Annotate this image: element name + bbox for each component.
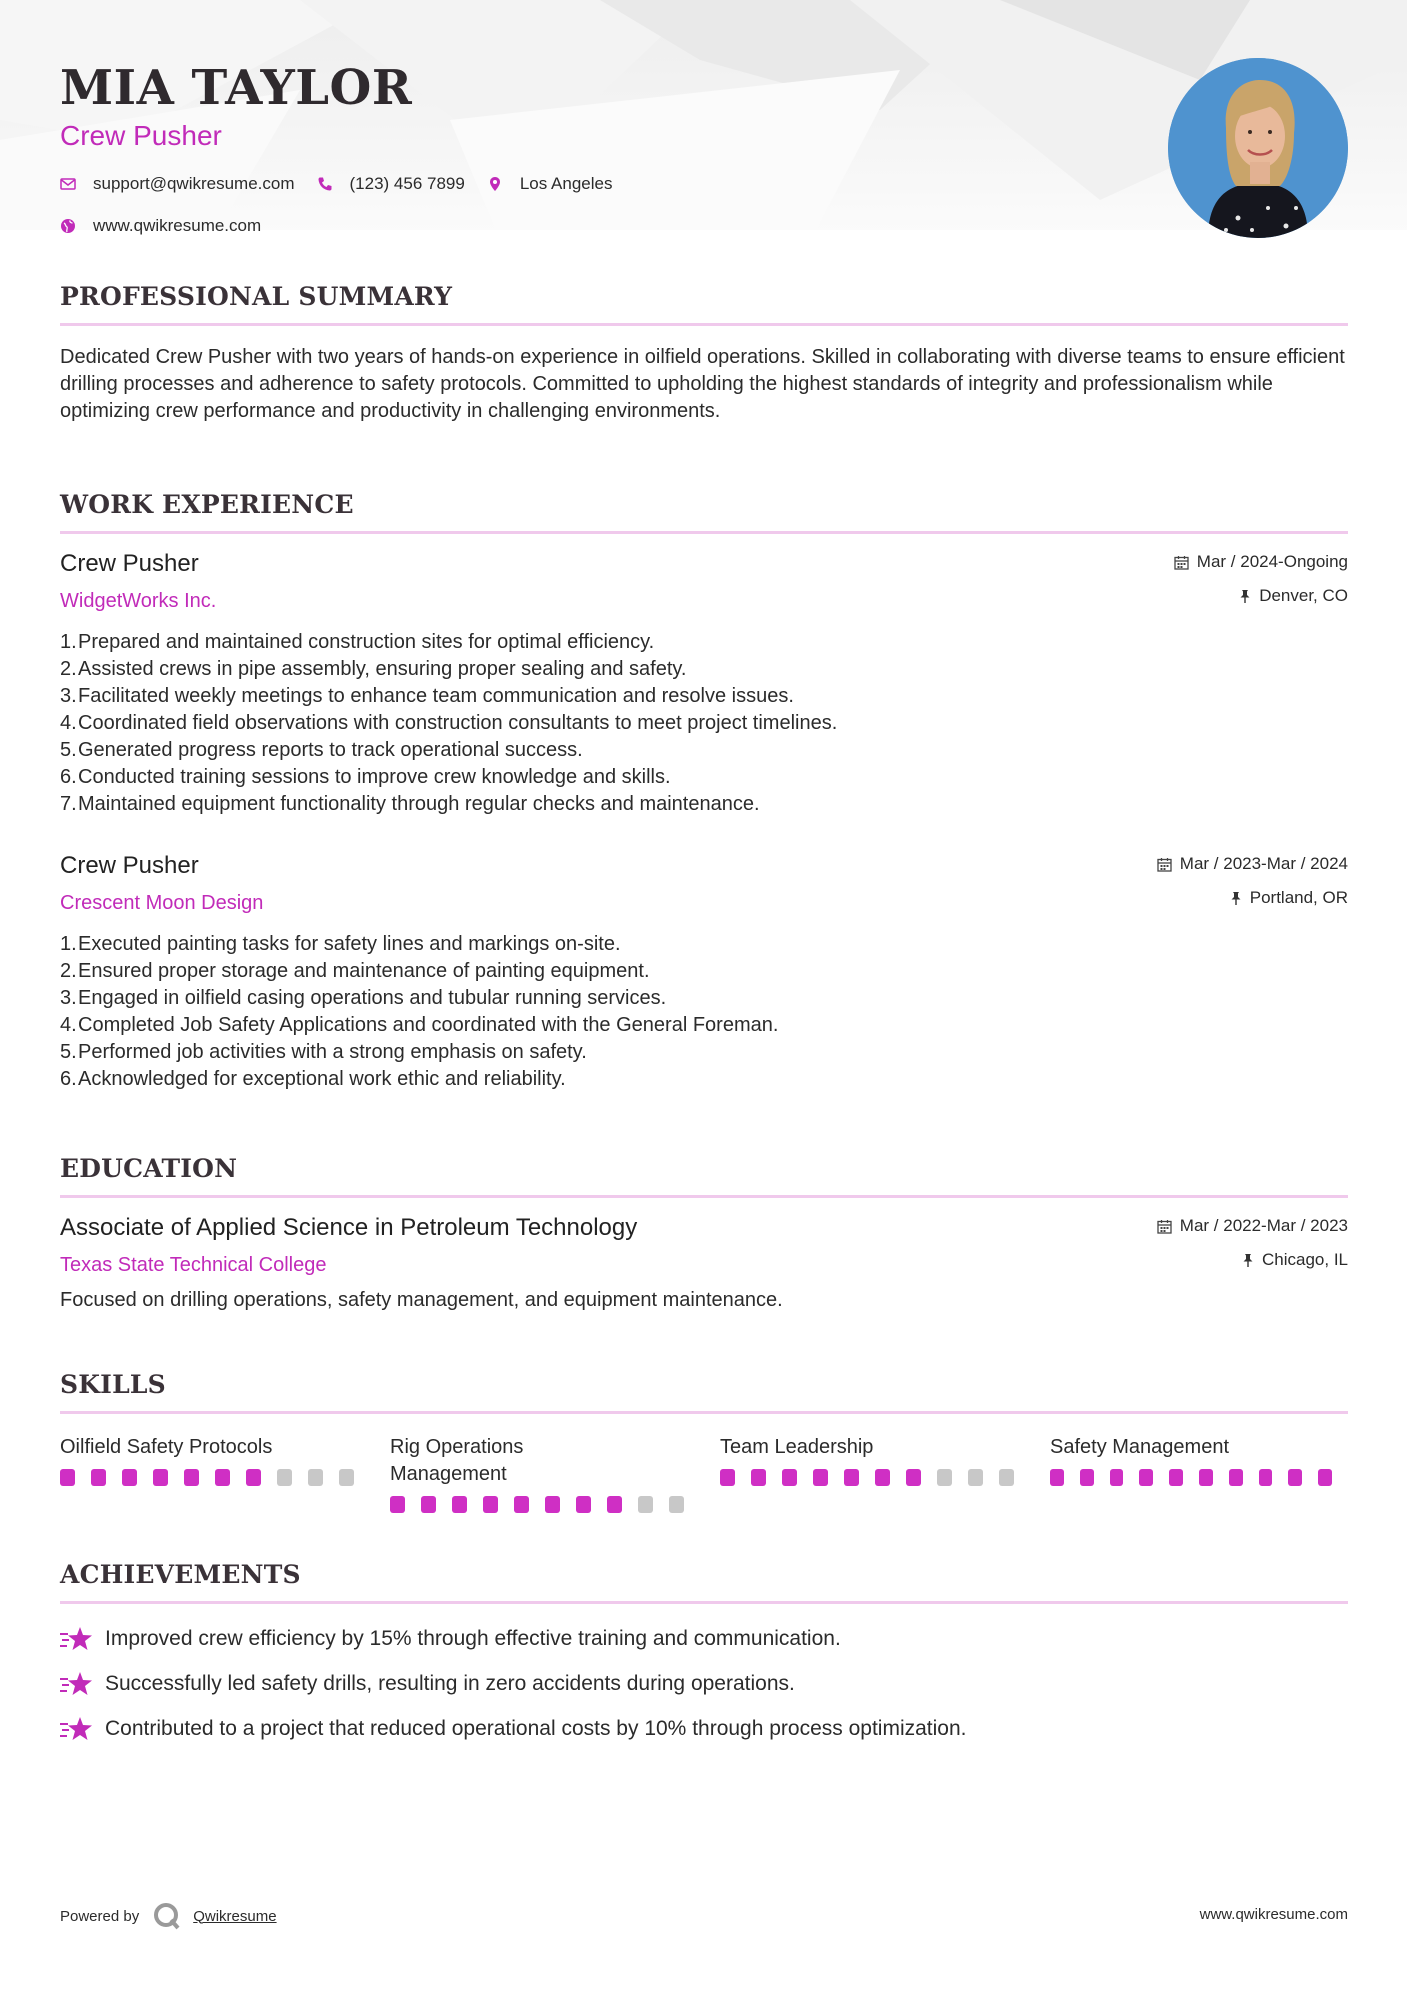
list-item: 3. Facilitated weekly meetings to enhance team communication and resolve issues. bbox=[60, 685, 794, 707]
star-award-icon bbox=[60, 1715, 93, 1743]
skill-dot-empty bbox=[638, 1496, 653, 1513]
skill-dot-empty bbox=[308, 1469, 323, 1486]
skill-item bbox=[390, 1434, 720, 1513]
section-divider bbox=[60, 531, 1348, 534]
summary-section bbox=[60, 282, 1348, 425]
achievement-item bbox=[60, 1706, 1348, 1751]
map-pin-icon bbox=[487, 176, 503, 192]
job-meta bbox=[1174, 552, 1348, 606]
skill-dot-empty bbox=[999, 1469, 1014, 1486]
contact-row-primary bbox=[60, 174, 634, 194]
skill-dot-filled bbox=[906, 1469, 921, 1486]
education-date bbox=[1157, 1216, 1348, 1236]
qwikresume-link[interactable]: Qwikresume bbox=[193, 1907, 277, 1925]
skill-dot-filled bbox=[1169, 1469, 1183, 1486]
portrait-image bbox=[1168, 58, 1348, 238]
footer-url[interactable]: www.qwikresume.com bbox=[1199, 1906, 1348, 1923]
education-location-text: Chicago, IL bbox=[1262, 1250, 1348, 1269]
pushpin-icon bbox=[1239, 589, 1251, 604]
education-heading: EDUCATION bbox=[60, 1154, 238, 1183]
skill-dot-filled bbox=[751, 1469, 766, 1486]
education-entry bbox=[60, 1214, 1348, 1314]
list-item: 6. Conducted training sessions to improve crew knowledge and skills. bbox=[60, 766, 671, 788]
skill-label: Safety Management bbox=[1050, 1436, 1229, 1458]
skill-dot-filled bbox=[875, 1469, 890, 1486]
education-section bbox=[60, 1154, 1348, 1198]
achievements-heading: ACHIEVEMENTS bbox=[60, 1560, 301, 1589]
skill-rating bbox=[720, 1469, 1050, 1486]
website-text: www.qwikresume.com bbox=[93, 216, 262, 235]
skill-label: Rig Operations Management bbox=[390, 1436, 524, 1485]
skill-dot-filled bbox=[452, 1496, 467, 1513]
contact-website[interactable] bbox=[60, 216, 261, 236]
skill-dot-filled bbox=[607, 1496, 622, 1513]
skill-dot-filled bbox=[1229, 1469, 1243, 1486]
skill-dot-filled bbox=[184, 1469, 199, 1486]
skill-dot-filled bbox=[1139, 1469, 1153, 1486]
school-name: Texas State Technical College bbox=[60, 1254, 327, 1276]
profile-photo bbox=[1168, 58, 1348, 238]
achievement-item bbox=[60, 1616, 1348, 1661]
job-entry bbox=[60, 852, 1348, 1093]
list-item: 5. Generated progress reports to track operational success. bbox=[60, 739, 583, 761]
experience-heading: WORK EXPERIENCE bbox=[60, 490, 354, 519]
summary-text: Dedicated Crew Pusher with two years of hands-on experience in oilfield operations. Skilled in collaborating with diverse teams to ensure efficient drilling processes and adherence to safety protocols. Committed to upholding the highest standards of integrity and professionalism while optimizing crew performance and productivity in challenging environments. bbox=[60, 346, 1345, 422]
list-item: 5. Performed job activities with a strong emphasis on safety. bbox=[60, 1041, 587, 1063]
achievements-list bbox=[60, 1616, 1348, 1751]
skill-rating bbox=[390, 1496, 720, 1513]
section-divider bbox=[60, 323, 1348, 326]
list-item: 6. Acknowledged for exceptional work ethic and reliability. bbox=[60, 1068, 566, 1090]
job-location bbox=[1174, 586, 1348, 606]
phone-text: (123) 456 7899 bbox=[349, 174, 465, 193]
skill-dot-filled bbox=[421, 1496, 436, 1513]
skills-grid bbox=[60, 1434, 1348, 1513]
list-item: 4. Coordinated field observations with construction consultants to meet project timelines. bbox=[60, 712, 838, 734]
globe-icon bbox=[60, 218, 76, 234]
job-entry bbox=[60, 550, 1348, 818]
candidate-name: MIA TAYLOR bbox=[60, 60, 413, 116]
job-title: Crew Pusher bbox=[60, 550, 199, 577]
skill-dot-empty bbox=[669, 1496, 684, 1513]
skill-dot-filled bbox=[215, 1469, 230, 1486]
skill-dot-filled bbox=[1050, 1469, 1064, 1486]
job-meta bbox=[1157, 854, 1348, 908]
skill-dot-filled bbox=[514, 1496, 529, 1513]
envelope-icon bbox=[60, 176, 76, 192]
powered-by-label: Powered by bbox=[60, 1907, 140, 1925]
powered-by bbox=[60, 1902, 277, 1930]
degree-title: Associate of Applied Science in Petroleum Technology bbox=[60, 1214, 638, 1241]
list-item: 2. Assisted crews in pipe assembly, ensuring proper sealing and safety. bbox=[60, 658, 687, 680]
section-divider bbox=[60, 1601, 1348, 1604]
skill-dot-filled bbox=[153, 1469, 168, 1486]
contact-location bbox=[487, 174, 613, 194]
skill-dot-filled bbox=[545, 1496, 560, 1513]
job-date bbox=[1157, 854, 1348, 874]
skill-dot-filled bbox=[844, 1469, 859, 1486]
email-text: support@qwikresume.com bbox=[93, 174, 295, 193]
achievements-section bbox=[60, 1560, 1348, 1751]
skill-dot-filled bbox=[1259, 1469, 1273, 1486]
job-bullets bbox=[60, 931, 1348, 1093]
skill-dot-filled bbox=[813, 1469, 828, 1486]
skill-item bbox=[60, 1434, 390, 1513]
skill-dot-filled bbox=[91, 1469, 106, 1486]
education-location bbox=[1157, 1250, 1348, 1270]
skill-dot-empty bbox=[339, 1469, 354, 1486]
skill-dot-filled bbox=[720, 1469, 735, 1486]
summary-heading: PROFESSIONAL SUMMARY bbox=[60, 282, 453, 311]
contact-row-secondary bbox=[60, 216, 283, 236]
job-location bbox=[1157, 888, 1348, 908]
education-meta bbox=[1157, 1216, 1348, 1270]
skill-item bbox=[1050, 1434, 1348, 1513]
skill-dot-filled bbox=[1318, 1469, 1332, 1486]
list-item: 2. Ensured proper storage and maintenance of painting equipment. bbox=[60, 960, 650, 982]
list-item: 3. Engaged in oilfield casing operations and tubular running services. bbox=[60, 987, 667, 1009]
candidate-title: Crew Pusher bbox=[60, 120, 222, 151]
achievement-text: Successfully led safety drills, resulting in zero accidents during operations. bbox=[105, 1671, 795, 1695]
skill-dot-filled bbox=[782, 1469, 797, 1486]
star-award-icon bbox=[60, 1670, 93, 1698]
contact-phone[interactable] bbox=[317, 174, 465, 194]
skill-dot-filled bbox=[1110, 1469, 1124, 1486]
list-item: 1. Prepared and maintained construction sites for optimal efficiency. bbox=[60, 631, 655, 653]
skill-label: Team Leadership bbox=[720, 1436, 874, 1458]
skill-dot-empty bbox=[277, 1469, 292, 1486]
calendar-icon bbox=[1157, 857, 1172, 872]
skill-rating bbox=[60, 1469, 390, 1486]
skill-item bbox=[720, 1434, 1050, 1513]
job-location-text: Portland, OR bbox=[1249, 888, 1348, 907]
skill-label: Oilfield Safety Protocols bbox=[60, 1436, 273, 1458]
section-divider bbox=[60, 1195, 1348, 1198]
skill-dot-filled bbox=[576, 1496, 591, 1513]
skill-dot-filled bbox=[246, 1469, 261, 1486]
skill-dot-empty bbox=[968, 1469, 983, 1486]
job-date bbox=[1174, 552, 1348, 572]
skill-dot-empty bbox=[937, 1469, 952, 1486]
skills-section bbox=[60, 1370, 1348, 1513]
job-company: WidgetWorks Inc. bbox=[60, 590, 217, 612]
pushpin-icon bbox=[1242, 1253, 1254, 1268]
skill-dot-filled bbox=[390, 1496, 405, 1513]
experience-section bbox=[60, 490, 1348, 534]
job-date-text: Mar / 2024-Ongoing bbox=[1196, 552, 1348, 571]
star-award-icon bbox=[60, 1625, 93, 1653]
phone-icon bbox=[317, 176, 333, 192]
list-item: 7. Maintained equipment functionality through regular checks and maintenance. bbox=[60, 793, 760, 815]
section-divider bbox=[60, 1411, 1348, 1414]
calendar-icon bbox=[1157, 1219, 1172, 1234]
skill-dot-filled bbox=[1080, 1469, 1094, 1486]
list-item: 4. Completed Job Safety Applications and coordinated with the General Foreman. bbox=[60, 1014, 779, 1036]
calendar-icon bbox=[1174, 555, 1189, 570]
job-location-text: Denver, CO bbox=[1259, 586, 1348, 605]
achievement-text: Improved crew efficiency by 15% through effective training and communication. bbox=[105, 1626, 841, 1650]
education-date-text: Mar / 2022-Mar / 2023 bbox=[1179, 1216, 1348, 1235]
pushpin-icon bbox=[1230, 891, 1242, 906]
skill-dot-filled bbox=[122, 1469, 137, 1486]
skill-dot-filled bbox=[1288, 1469, 1302, 1486]
job-date-text: Mar / 2023-Mar / 2024 bbox=[1179, 854, 1348, 873]
education-description: Focused on drilling operations, safety management, and equipment maintenance. bbox=[60, 1289, 783, 1311]
skill-dot-filled bbox=[60, 1469, 75, 1486]
job-bullets bbox=[60, 629, 1348, 818]
skills-heading: SKILLS bbox=[60, 1370, 166, 1399]
achievement-item bbox=[60, 1661, 1348, 1706]
skill-dot-filled bbox=[483, 1496, 498, 1513]
qwikresume-logo-icon bbox=[153, 1902, 181, 1930]
skill-rating bbox=[1050, 1469, 1348, 1486]
location-text: Los Angeles bbox=[519, 174, 613, 193]
contact-email[interactable] bbox=[60, 174, 295, 194]
footer bbox=[60, 1900, 1348, 1930]
achievement-text: Contributed to a project that reduced operational costs by 10% through process optimization. bbox=[105, 1716, 967, 1740]
list-item: 1. Executed painting tasks for safety lines and markings on-site. bbox=[60, 933, 621, 955]
skill-dot-filled bbox=[1199, 1469, 1213, 1486]
job-company: Crescent Moon Design bbox=[60, 892, 264, 914]
job-title: Crew Pusher bbox=[60, 852, 199, 879]
